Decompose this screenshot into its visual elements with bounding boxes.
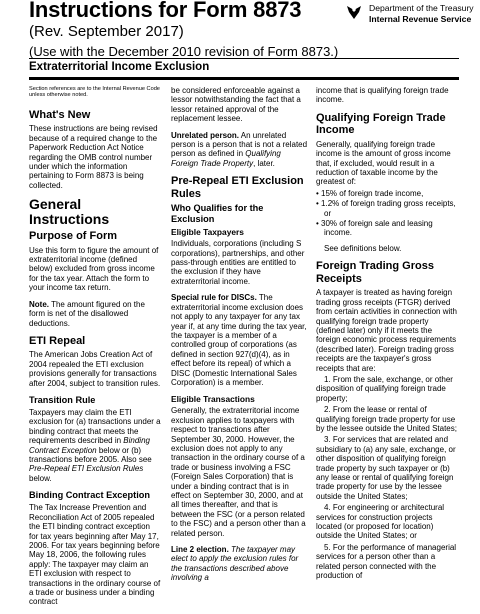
disc-text: The extraterritorial income exclusion does not apply to any taxpayer for any tax year if, at any time during the tax year, the taxpayer is a member of a controlled group of corporations (as defined in section 927(d)(4), as in effect before its repeal) of which a DISC (Domestic International Sales Corporation) is a member.	[171, 293, 307, 387]
eti-repeal-text: The American Jobs Creation Act of 2004 repealed the ETI exclusion provisions generally for transactions after 2004, subject to transition rules.	[29, 350, 161, 388]
disc-label: Special rule for DISCs.	[171, 293, 257, 303]
whats-new-text: These instructions are being revised because of a required change to the Paperwork Reduction Act Notice regarding the OMB control number under which the information pertaining to Form 8873 is being collected.	[29, 124, 158, 190]
list-item: • 30% of foreign sale and leasing income.	[316, 219, 433, 238]
qfti-text: Generally, qualifying foreign trade income is the amount of gross income that, if excluded, would result in a reduction of taxable income by the greatest of:	[316, 139, 451, 187]
unrelated-text-part: , later.	[253, 158, 275, 168]
note-paragraph	[29, 300, 161, 328]
ftgr-heading: Foreign Trading Gross Receipts	[316, 260, 434, 285]
binding-contract-link[interactable]: Binding Contract Exception	[29, 436, 150, 455]
who-qualifies-heading: Who Qualifies for the Exclusion	[171, 203, 264, 225]
unrelated-person-label: Unrelated person.	[171, 130, 240, 140]
list-item: 5. For the performance of managerial services for a person other than a related person connected with the production of	[316, 542, 457, 581]
lessor-continuation-text: be considered enforceable against a lessor notwithstanding the fact that a lessor retained approval of the replacement lessee.	[171, 86, 301, 124]
transition-text-part: below or (b) transactions before 2005. Also see	[29, 445, 152, 465]
list-item: • 15% of foreign trade income,	[316, 188, 424, 198]
see-definitions-text: See definitions below.	[324, 243, 402, 253]
transition-text-part: Taxpayers may claim the ETI exclusion for (a) transactions under a binding contract that meets the requirements described in	[29, 408, 161, 446]
eligible-transactions-text: Generally, the extraterritorial income exclusion applies to taxpayers with respect to transactions after September 30, 2000. However, the exclusion does not apply to any transaction in the ordinary course of a trade or business involving a FSC (Foreign Sales Corporation) that is under a binding contract that is in effect on September 30, 2000, and at all times thereafter, and that is between the FSC (or a person related to the FSC) and a person other than a related person.	[171, 406, 306, 538]
irs-eagle-seal-icon	[345, 3, 363, 21]
unrelated-text-part: An unrelated person is a person that is not a related person as defined in	[171, 130, 308, 159]
section-references-note: Section references are to the Internal Revenue Code unless otherwise noted.	[29, 86, 160, 99]
eti-repeal-heading: ETI Repeal	[29, 334, 86, 347]
list-item: 4. For engineering or architectural services for construction projects located (or proposed for location) outside the United States; or	[316, 503, 445, 541]
agency-name: Internal Revenue Service	[369, 14, 472, 24]
general-instructions-heading: General Instructions	[29, 196, 110, 228]
column-2	[171, 86, 309, 590]
list-item: 2. From the lease or rental of qualifying foreign trade property for use by the lessee outside the United States;	[316, 405, 457, 433]
transition-text-part: below.	[29, 473, 52, 483]
eligible-taxpayers-text: Individuals, corporations (including S corporations), partnerships, and other pass-through entities are entitled to the exclusion if they have extraterritorial income.	[171, 239, 305, 286]
list-item: 3. For services that are related and subsidiary to (a) any sale, exchange, or other disposition of qualifying foreign trade property by such taxpayer or (b) any lease or rental of qualifying foreign trade property for use by the lessee outside the United States;	[316, 435, 456, 501]
line2-election-label: Line 2 election.	[171, 545, 229, 555]
whats-new-heading: What's New	[29, 108, 91, 121]
disc-paragraph	[171, 293, 309, 387]
line2-election-text: The taxpayer may elect to apply the exclusion rules for the transactions described above involving a	[171, 545, 299, 583]
eligible-transactions-heading: Eligible Transactions	[171, 394, 255, 405]
note-text: The amount figured on the form is net of the disallowed deductions.	[29, 299, 145, 328]
revision-date: (Rev. September 2017)	[29, 23, 184, 40]
column-1	[29, 86, 161, 614]
qftp-link[interactable]: Qualifying Foreign Trade Property	[171, 149, 281, 168]
pre-repeal-heading: Pre-Repeal ETI Exclusion Rules	[171, 175, 304, 200]
unrelated-person-paragraph	[171, 131, 309, 169]
binding-contract-heading: Binding Contract Exception	[29, 490, 150, 501]
purpose-text: Use this form to figure the amount of extraterritorial income (defined below) excluded from gross income for the tax year. Attach the form to your income tax return.	[29, 245, 159, 293]
list-item: 1. From the sale, exchange, or other disposition of qualifying foreign trade property;	[316, 374, 453, 403]
purpose-heading: Purpose of Form	[29, 230, 118, 243]
pre-repeal-link[interactable]: Pre-Repeal ETI Exclusion Rules	[29, 464, 144, 474]
binding-contract-text: The Tax Increase Prevention and Reconciliation Act of 2005 repealed the ETI binding contract exception for tax years beginning after May 17, 2006. For tax years beginning before May 18, 2006, the following rules apply: The taxpayer may claim an ETI exclusion with respect to transactions in the ordinary course of a trade or business under a binding contract	[29, 503, 161, 607]
qfti-heading: Qualifying Foreign Trade Income	[316, 111, 446, 137]
list-item: • 1.2% of foreign trading gross receipts, or	[316, 199, 456, 218]
transition-rule-heading: Transition Rule	[29, 395, 96, 406]
department-name: Department of the Treasury	[369, 3, 474, 13]
header-thick-divider	[29, 77, 459, 80]
note-label: Note.	[29, 299, 49, 309]
line2-election-paragraph	[171, 545, 309, 583]
transition-rule-text	[29, 408, 161, 483]
page-title: Instructions for Form 8873	[29, 0, 302, 22]
use-with-note: (Use with the December 2010 revision of Form 8873.)	[29, 44, 339, 59]
qfti-continuation-text: income that is qualifying foreign trade income.	[316, 86, 449, 105]
eligible-taxpayers-heading: Eligible Taxpayers	[171, 227, 244, 238]
page-subtitle: Extraterritorial Income Exclusion	[29, 61, 210, 73]
column-3	[316, 86, 458, 582]
ftgr-text: A taxpayer is treated as having foreign trading gross receipts (FTGR) derived from certain activities in connection with qualifying foreign trade property (defined later) only if it meets the foreign economic process requirements (described later). Foreign trading gross receipts are the taxpayer's gross receipts that are:	[316, 288, 457, 373]
